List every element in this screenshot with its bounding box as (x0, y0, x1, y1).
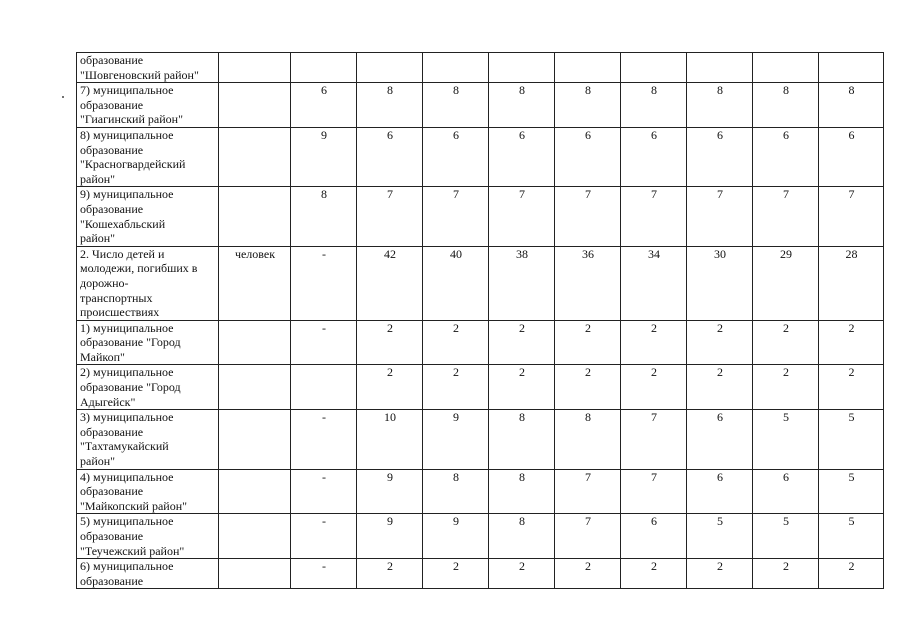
base-value-cell: - (291, 246, 357, 320)
year-value-cell: 8 (687, 83, 753, 128)
year-value-cell: 30 (687, 246, 753, 320)
year-value-cell: 8 (621, 83, 687, 128)
base-value-cell (291, 53, 357, 83)
year-value-cell: 2 (621, 559, 687, 589)
table-row (77, 83, 884, 128)
year-value-cell (555, 53, 621, 83)
year-value-cell: 5 (753, 514, 819, 559)
year-value-cell: 6 (687, 410, 753, 469)
year-value-cell (423, 53, 489, 83)
year-value-cell: 8 (357, 83, 423, 128)
year-value-cell: 2 (357, 559, 423, 589)
year-value-cell: 5 (819, 410, 884, 469)
table-row (77, 365, 884, 410)
unit-cell (219, 469, 291, 514)
unit-cell (219, 410, 291, 469)
unit-cell (219, 53, 291, 83)
year-value-cell: 2 (819, 365, 884, 410)
year-value-cell: 6 (819, 127, 884, 186)
year-value-cell: 38 (489, 246, 555, 320)
unit-cell (219, 83, 291, 128)
year-value-cell: 9 (357, 469, 423, 514)
year-value-cell: 7 (819, 187, 884, 246)
year-value-cell: 29 (753, 246, 819, 320)
table-row (77, 127, 884, 186)
year-value-cell: 6 (489, 127, 555, 186)
year-value-cell: 6 (555, 127, 621, 186)
year-value-cell: 2 (753, 559, 819, 589)
year-value-cell: 8 (423, 83, 489, 128)
table-row (77, 320, 884, 365)
year-value-cell: 7 (423, 187, 489, 246)
unit-cell: человек (219, 246, 291, 320)
unit-cell (219, 127, 291, 186)
row-name-cell: 6) муниципальное образование (77, 559, 219, 589)
table-row (77, 469, 884, 514)
table-row (77, 559, 884, 589)
table-row (77, 246, 884, 320)
year-value-cell: 8 (489, 469, 555, 514)
year-value-cell: 2 (753, 365, 819, 410)
row-name-cell: 2) муниципальное образование "Город Адыгейск" (77, 365, 219, 410)
year-value-cell: 2 (489, 559, 555, 589)
year-value-cell: 6 (687, 127, 753, 186)
base-value-cell: - (291, 320, 357, 365)
year-value-cell: 2 (753, 320, 819, 365)
year-value-cell: 8 (489, 83, 555, 128)
year-value-cell: 7 (489, 187, 555, 246)
year-value-cell: 5 (753, 410, 819, 469)
year-value-cell (489, 53, 555, 83)
unit-cell (219, 187, 291, 246)
year-value-cell: 8 (555, 83, 621, 128)
year-value-cell: 36 (555, 246, 621, 320)
year-value-cell: 7 (621, 469, 687, 514)
year-value-cell: 34 (621, 246, 687, 320)
base-value-cell: 8 (291, 187, 357, 246)
base-value-cell: - (291, 514, 357, 559)
year-value-cell: 2 (489, 365, 555, 410)
year-value-cell: 7 (753, 187, 819, 246)
scan-artifact-dot (62, 96, 64, 98)
row-name-cell: 5) муниципальное образование "Теучежский район" (77, 514, 219, 559)
year-value-cell: 10 (357, 410, 423, 469)
year-value-cell: 2 (555, 559, 621, 589)
year-value-cell: 7 (357, 187, 423, 246)
year-value-cell: 2 (423, 559, 489, 589)
year-value-cell: 9 (423, 514, 489, 559)
year-value-cell (621, 53, 687, 83)
year-value-cell: 6 (621, 514, 687, 559)
year-value-cell: 5 (819, 469, 884, 514)
year-value-cell: 8 (489, 410, 555, 469)
year-value-cell: 6 (753, 127, 819, 186)
table-row (77, 514, 884, 559)
year-value-cell: 2 (687, 320, 753, 365)
indicator-table (76, 52, 884, 589)
base-value-cell: - (291, 559, 357, 589)
base-value-cell (291, 365, 357, 410)
year-value-cell: 2 (687, 559, 753, 589)
year-value-cell: 2 (555, 320, 621, 365)
table-row (77, 410, 884, 469)
year-value-cell: 8 (819, 83, 884, 128)
year-value-cell: 8 (555, 410, 621, 469)
row-name-cell: 1) муниципальное образование "Город Майкоп" (77, 320, 219, 365)
year-value-cell (357, 53, 423, 83)
year-value-cell: 7 (555, 514, 621, 559)
row-name-cell: 3) муниципальное образование "Тахтамукайский район" (77, 410, 219, 469)
year-value-cell: 7 (687, 187, 753, 246)
year-value-cell: 7 (621, 410, 687, 469)
table-row (77, 53, 884, 83)
unit-cell (219, 559, 291, 589)
year-value-cell: 2 (357, 365, 423, 410)
year-value-cell: 2 (687, 365, 753, 410)
year-value-cell: 6 (357, 127, 423, 186)
year-value-cell: 5 (687, 514, 753, 559)
year-value-cell: 9 (357, 514, 423, 559)
table-row (77, 187, 884, 246)
base-value-cell: - (291, 410, 357, 469)
year-value-cell: 2 (357, 320, 423, 365)
base-value-cell: - (291, 469, 357, 514)
year-value-cell: 2 (819, 320, 884, 365)
year-value-cell: 40 (423, 246, 489, 320)
year-value-cell: 2 (423, 320, 489, 365)
year-value-cell: 8 (753, 83, 819, 128)
base-value-cell: 9 (291, 127, 357, 186)
year-value-cell: 8 (423, 469, 489, 514)
year-value-cell (753, 53, 819, 83)
year-value-cell: 28 (819, 246, 884, 320)
year-value-cell: 2 (555, 365, 621, 410)
year-value-cell: 2 (489, 320, 555, 365)
unit-cell (219, 365, 291, 410)
row-name-cell: 9) муниципальное образование "Кошехабльский район" (77, 187, 219, 246)
unit-cell (219, 320, 291, 365)
year-value-cell: 42 (357, 246, 423, 320)
year-value-cell: 6 (687, 469, 753, 514)
year-value-cell: 7 (555, 187, 621, 246)
year-value-cell: 2 (621, 365, 687, 410)
year-value-cell: 2 (423, 365, 489, 410)
year-value-cell: 5 (819, 514, 884, 559)
year-value-cell: 6 (423, 127, 489, 186)
unit-cell (219, 514, 291, 559)
row-name-cell: 8) муниципальное образование "Красногвардейский район" (77, 127, 219, 186)
year-value-cell: 6 (753, 469, 819, 514)
year-value-cell: 2 (621, 320, 687, 365)
base-value-cell: 6 (291, 83, 357, 128)
year-value-cell: 7 (555, 469, 621, 514)
year-value-cell: 6 (621, 127, 687, 186)
year-value-cell: 9 (423, 410, 489, 469)
row-name-cell: 2. Число детей и молодежи, погибших в дорожно- транспортных происшествиях (77, 246, 219, 320)
year-value-cell (819, 53, 884, 83)
row-name-cell: 7) муниципальное образование "Гиагинский район" (77, 83, 219, 128)
year-value-cell (687, 53, 753, 83)
row-name-cell: образование "Шовгеновский район" (77, 53, 219, 83)
year-value-cell: 8 (489, 514, 555, 559)
year-value-cell: 7 (621, 187, 687, 246)
row-name-cell: 4) муниципальное образование "Майкопский район" (77, 469, 219, 514)
year-value-cell: 2 (819, 559, 884, 589)
table-body (77, 53, 884, 589)
